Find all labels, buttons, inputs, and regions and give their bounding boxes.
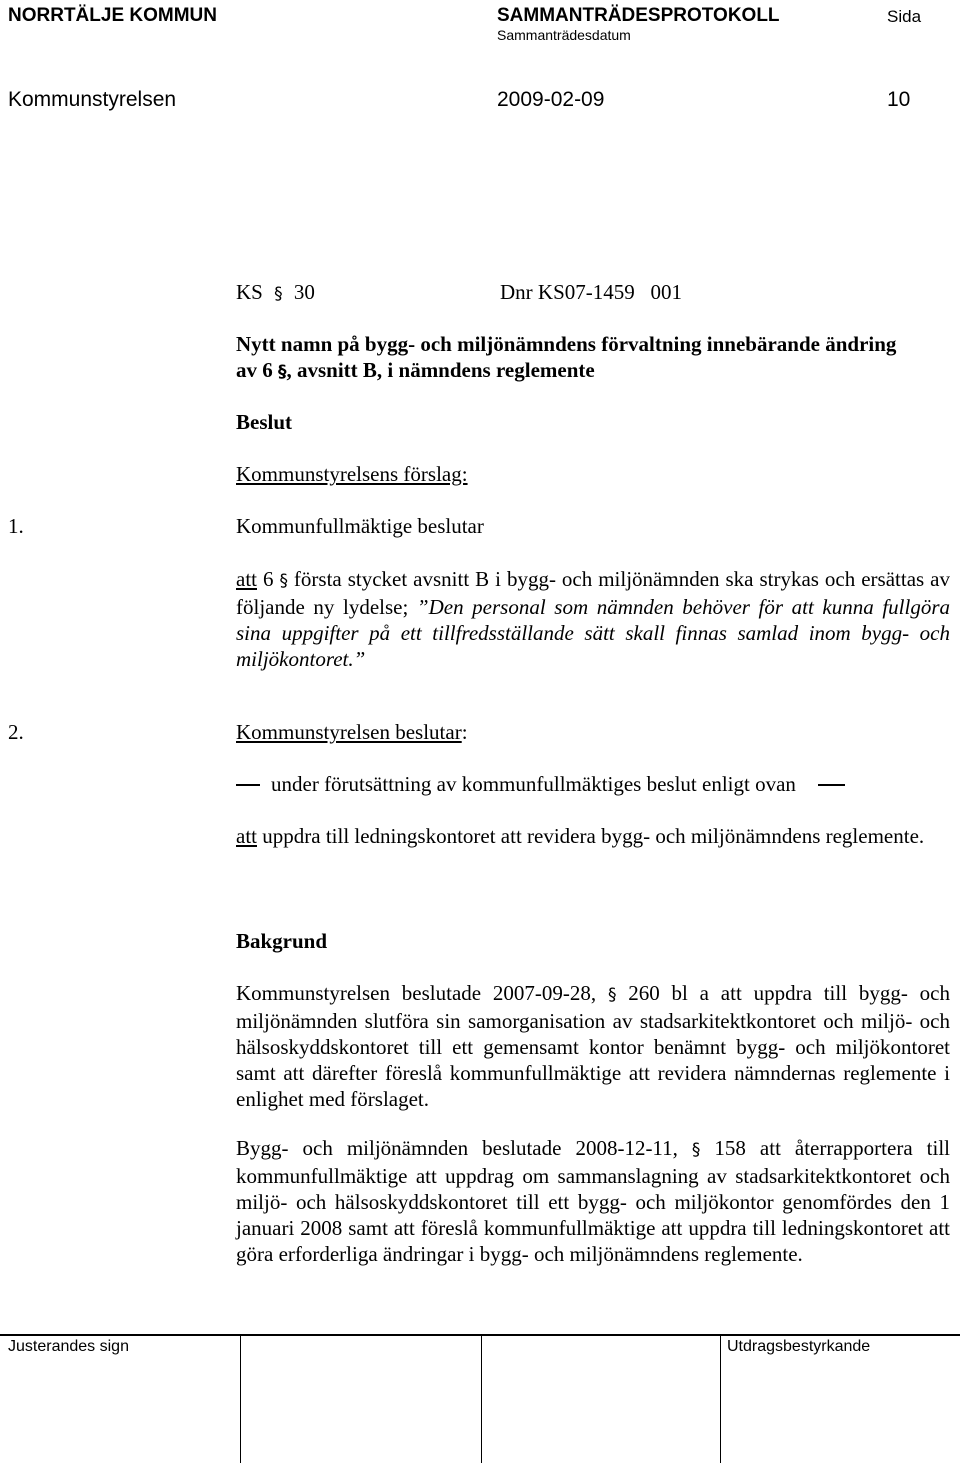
background-heading: Bakgrund bbox=[236, 929, 328, 953]
meeting-date-label: Sammanträdesdatum bbox=[497, 27, 631, 43]
section-sign: § bbox=[607, 985, 617, 1005]
document-type: SAMMANTRÄDESPROTOKOLL bbox=[497, 5, 780, 26]
section-sign: § bbox=[691, 1140, 701, 1160]
section-sign: § bbox=[274, 284, 283, 304]
ks-label: KS bbox=[236, 280, 263, 304]
case-title-line2: av 6 §, avsnitt B, i nämndens reglemente bbox=[236, 358, 595, 382]
section-sign: § bbox=[278, 362, 287, 382]
ks-number: 30 bbox=[293, 280, 315, 304]
decision-heading: Beslut bbox=[236, 410, 293, 434]
dash-left bbox=[236, 784, 260, 786]
municipality-name: NORRTÄLJE KOMMUN bbox=[8, 5, 217, 26]
page-number: 10 bbox=[887, 88, 911, 111]
item-1-number: 1. bbox=[8, 514, 24, 538]
footer-sign-box-1 bbox=[240, 1336, 241, 1463]
new-wording-quote: ”Den personal som nämnden behöver för att kunna fullgöra sina uppgifter på ett tillfredsställande sätt skall finnas samlad inom bygg- och miljökontoret.” bbox=[236, 595, 951, 671]
att-keyword: att bbox=[236, 567, 257, 591]
item-1-heading: Kommunfullmäktige beslutar bbox=[236, 514, 484, 538]
att-keyword: att bbox=[236, 824, 257, 848]
meeting-date: 2009-02-09 bbox=[497, 88, 605, 111]
page-label: Sida bbox=[887, 7, 922, 26]
justifier-sign-label: Justerandes sign bbox=[8, 1338, 129, 1355]
section-sign: § bbox=[279, 571, 288, 591]
footer-sign-box-2 bbox=[481, 1336, 482, 1463]
diary-number: Dnr KS07-1459 001 bbox=[500, 280, 682, 304]
condition-text: under förutsättning av kommunfullmäktiges beslut enligt ovan bbox=[271, 772, 796, 796]
item-1-paragraph: att 6 § första stycket avsnitt B i bygg- och miljönämnden ska strykas och ersättas av följande ny lydelse; ”Den personal som nämnden behöver för att kunna fullgöra sina uppgifter på ett tillfredsställande sätt skall finnas samlad inom bygg- och miljökontoret.” bbox=[236, 567, 951, 671]
extract-certification-label: Utdragsbestyrkande bbox=[727, 1338, 871, 1355]
item-2-paragraph: att uppdra till ledningskontoret att revidera bygg- och miljönämndens reglemente. bbox=[236, 824, 925, 848]
footer-sign-box-3 bbox=[720, 1336, 721, 1463]
dash-right bbox=[818, 784, 845, 786]
item-2-number: 2. bbox=[8, 720, 24, 744]
background-paragraph-2: Bygg- och miljönämnden beslutade 2008-12-11, § 158 att återrapportera till kommunfullmäktige att uppdrag om sammanslagning av stadsarkitektkontoret och miljö- och hälsoskyddskontoret till ett bygg- och miljökontor genomfördes den 1 januari 2008 samt att föreslå kommunfullmäktige att uppdra till ledningskontoret att göra erforderliga ändringar i bygg- och miljönämndens reglemente. bbox=[236, 1136, 950, 1266]
background-paragraph-1: Kommunstyrelsen beslutade 2007-09-28, § 260 bl a att uppdra till bygg- och miljönämnden slutföra sin samorganisation av stadsarkitektkontoret och miljö- och hälsoskyddskontoret till ett gemensamt kontor benämnt bygg- och miljökontoret samt att därefter föreslå kommunfullmäktige att revidera nämndernas reglemente i enlighet med förslaget. bbox=[236, 981, 950, 1111]
committee-name: Kommunstyrelsen bbox=[8, 88, 177, 111]
case-reference bbox=[236, 279, 315, 307]
proposal-label: Kommunstyrelsens förslag: bbox=[236, 462, 468, 486]
footer-divider bbox=[0, 1334, 960, 1336]
case-title-line1: Nytt namn på bygg- och miljönämndens förvaltning innebärande ändring bbox=[236, 332, 897, 356]
item-2-heading: Kommunstyrelsen beslutar: bbox=[236, 720, 468, 744]
